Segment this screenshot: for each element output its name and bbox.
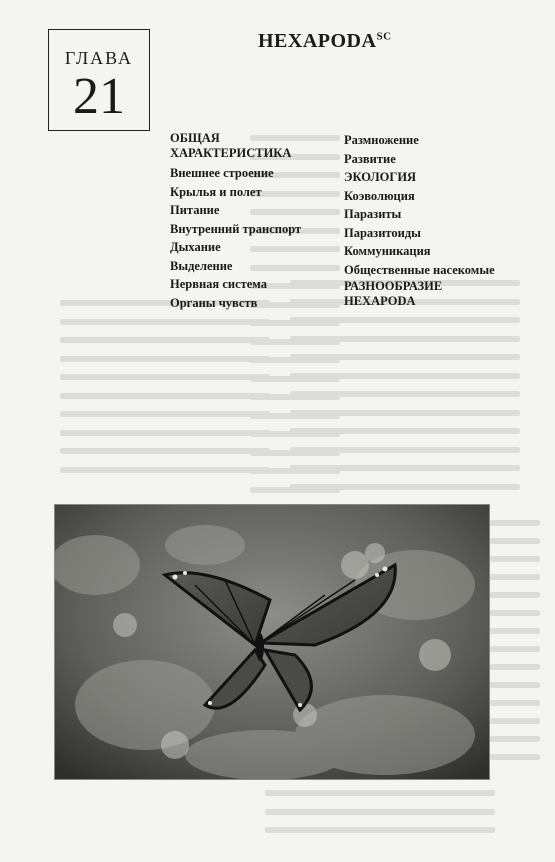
ghost-text-line xyxy=(290,428,520,434)
contents-right-column xyxy=(344,131,495,312)
contents-item: Органы чувств xyxy=(170,295,258,310)
contents-item: Развитие xyxy=(344,151,396,166)
ghost-text-line xyxy=(265,790,495,796)
contents-item: Коэволюция xyxy=(344,188,415,203)
ghost-text-line xyxy=(490,736,540,742)
chapter-label: ГЛАВА xyxy=(64,48,134,68)
chapter-number: 21 xyxy=(73,68,125,125)
ghost-text-line xyxy=(490,520,540,526)
ghost-text-line xyxy=(490,718,540,724)
ghost-text-line xyxy=(60,448,270,454)
ghost-text-line xyxy=(490,682,540,688)
contents-item: Дыхание xyxy=(170,240,221,254)
contents-item: Нервная система xyxy=(170,277,267,291)
ghost-text-line xyxy=(490,574,540,580)
contents-left-column xyxy=(170,131,320,312)
contents-item: Внутренний транспорт xyxy=(170,221,302,236)
ghost-text-line xyxy=(60,337,270,343)
ghost-text-line xyxy=(60,319,270,325)
contents-item: Крылья и полет xyxy=(170,184,262,199)
butterfly-photo xyxy=(54,504,490,780)
ghost-text-line xyxy=(60,356,270,362)
contents-item: Общественные насекомые xyxy=(344,262,495,277)
chapter-title xyxy=(258,30,392,53)
contents-item: Выделение xyxy=(170,258,233,273)
ghost-text-line xyxy=(490,592,540,598)
ghost-text-line xyxy=(60,374,270,380)
ghost-text-line xyxy=(290,484,520,490)
contents-item: РАЗНООБРАЗИЕ HEXAPODA xyxy=(344,279,443,308)
ghost-text-line xyxy=(265,809,495,815)
ghost-text-line xyxy=(490,754,540,760)
ghost-text-line xyxy=(60,411,270,417)
chapter-title-superscript: SC xyxy=(376,30,392,43)
ghost-text-line xyxy=(60,393,270,399)
ghost-text-line xyxy=(490,700,540,706)
ghost-text-line xyxy=(490,610,540,616)
ghost-text-line xyxy=(60,467,270,473)
ghost-text-line xyxy=(290,354,520,360)
contents-item: Паразитоиды xyxy=(344,225,421,240)
contents-item: Размножение xyxy=(344,133,419,147)
contents-item: Питание xyxy=(170,203,220,217)
ghost-text-line xyxy=(490,538,540,544)
ghost-text-line xyxy=(60,430,270,436)
ghost-text-line xyxy=(490,664,540,670)
chapter-title-text: HEXAPODA xyxy=(258,30,377,52)
ghost-text-line xyxy=(290,391,520,397)
contents-item: Коммуникация xyxy=(344,244,431,258)
contents-item: Внешнее строение xyxy=(170,166,274,180)
chapter-box xyxy=(48,29,150,131)
contents-item: ЭКОЛОГИЯ xyxy=(344,170,417,184)
ghost-text-line xyxy=(290,373,520,379)
ghost-text-line xyxy=(290,317,520,323)
ghost-text-line xyxy=(290,336,520,342)
ghost-text-line xyxy=(490,556,540,562)
contents-item: ОБЩАЯ ХАРАКТЕРИСТИКА xyxy=(170,131,292,160)
ghost-text-line xyxy=(290,465,520,471)
ghost-text-line xyxy=(265,827,495,833)
ghost-text-line xyxy=(290,410,520,416)
contents-item: Паразиты xyxy=(344,207,402,221)
ghost-text-line xyxy=(490,646,540,652)
monarch-butterfly-image xyxy=(55,505,489,779)
ghost-text-line xyxy=(490,628,540,634)
ghost-text-line xyxy=(290,447,520,453)
